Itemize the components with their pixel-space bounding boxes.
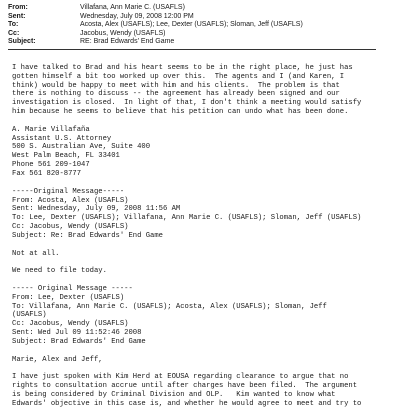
original-to: To: Villafana, Ann Marie C. (USAFLS); Acosta, Alex (USAFLS); Sloman, Jeff bbox=[12, 302, 327, 311]
body-line: Edwards' objective in this case is, and whether he would agree to meet and try to bbox=[12, 399, 362, 408]
original-to: To: Lee, Dexter (USAFLS); Villafana, Ann Marie C. (USAFLS); Sloman, Jeff (USAFLS) bbox=[12, 214, 362, 223]
header-sent-value: Wednesday, July 09, 2008 12:00 PM bbox=[80, 12, 194, 20]
header-subject-value: RE: Brad Edwards' End Game bbox=[80, 38, 175, 46]
signature-fax: Fax 561 820-8777 bbox=[12, 169, 82, 178]
header-from-row bbox=[8, 4, 392, 13]
original-message-2 bbox=[12, 285, 397, 347]
original-cc: Cc: Jacobus, Wendy (USAFLS) bbox=[12, 320, 129, 329]
body-line: investigation is closed. In light of that, I don't think a meeting would satisfy bbox=[12, 99, 362, 108]
header-subject-row bbox=[8, 38, 392, 47]
signature-title: Assistant U.S. Attorney bbox=[12, 134, 112, 143]
header-to-label: To: bbox=[8, 21, 19, 29]
original-subject: Subject: Re: Brad Edwards' End Game bbox=[12, 231, 163, 240]
header-cc-row bbox=[8, 30, 392, 39]
signature-phone: Phone 561 209-1047 bbox=[12, 161, 90, 170]
header-cc-value: Jacobus, Wendy (USAFLS) bbox=[80, 29, 166, 37]
header-sent-row bbox=[8, 13, 392, 22]
body-line: gotten himself a bit too worked up over this. The agents and I (and Karen, I bbox=[12, 72, 345, 81]
original-message-separator: -----Original Message----- bbox=[12, 187, 125, 196]
header-cc-label: Cc: bbox=[8, 29, 20, 37]
original-from: From: Acosta, Alex (USAFLS) bbox=[12, 196, 129, 205]
body-line: him because he seems to believe that his petition can undo what has been done. bbox=[12, 108, 349, 117]
header-sent-label: Sent: bbox=[8, 12, 26, 20]
header-from-label: From: bbox=[8, 4, 28, 11]
original-to-continued: (USAFLS) bbox=[12, 311, 47, 320]
header-to-value: Acosta, Alex (USAFLS); Lee, Dexter (USAFLS); Sloman, Jeff (USAFLS) bbox=[80, 21, 303, 29]
original-sent: Sent: Wed Jul 09 11:52:46 2008 bbox=[12, 329, 142, 338]
original-from: From: Lee, Dexter (USAFLS) bbox=[12, 293, 125, 302]
signature-city: West Palm Beach, FL 33401 bbox=[12, 152, 120, 161]
signature-name: A. Marie Villafaña bbox=[12, 125, 90, 134]
reply-not-at-all: Not at all. bbox=[12, 249, 60, 258]
body-line: I have just spoken with Kim Herd at EOUSA regarding clearance to argue that no bbox=[12, 373, 349, 382]
original-message-1 bbox=[12, 188, 397, 241]
signature-address: 500 S. Australian Ave, Suite 400 bbox=[12, 143, 151, 152]
body-line: is being considered by Criminal Division and OLP. Kim wanted to know what bbox=[12, 391, 336, 400]
original-cc: Cc: Jacobus, Wendy (USAFLS) bbox=[12, 223, 129, 232]
body-line: I have talked to Brad and his heart seems to be in the right place, he just has bbox=[12, 63, 353, 72]
header-divider bbox=[8, 49, 376, 50]
body-line: think) would be happy to meet with him and his clients. The problem is that bbox=[12, 81, 340, 90]
salutation: Marie, Alex and Jeff, bbox=[12, 355, 103, 364]
body-line: there is nothing to discuss -- the agreement has already been signed and our bbox=[12, 90, 340, 99]
header-to-row bbox=[8, 21, 392, 30]
signature-block bbox=[12, 126, 397, 179]
reply-file-today: We need to file today. bbox=[12, 267, 107, 276]
final-paragraph bbox=[12, 373, 397, 408]
email-header bbox=[8, 4, 392, 47]
original-sent: Sent: Wednesday, July 09, 2008 11:56 AM bbox=[12, 205, 181, 214]
header-from-value: Villafana, Ann Marie C. (USAFLS) bbox=[80, 4, 185, 11]
original-message-separator: ----- Original Message ----- bbox=[12, 284, 133, 293]
reply-paragraph bbox=[12, 64, 397, 117]
header-subject-label: Subject: bbox=[8, 38, 36, 46]
original-subject: Subject: Brad Edwards' End Game bbox=[12, 338, 146, 346]
body-line: rights to consultation accrue until after charges have been filed. The argument bbox=[12, 382, 358, 391]
email-body bbox=[12, 55, 397, 409]
